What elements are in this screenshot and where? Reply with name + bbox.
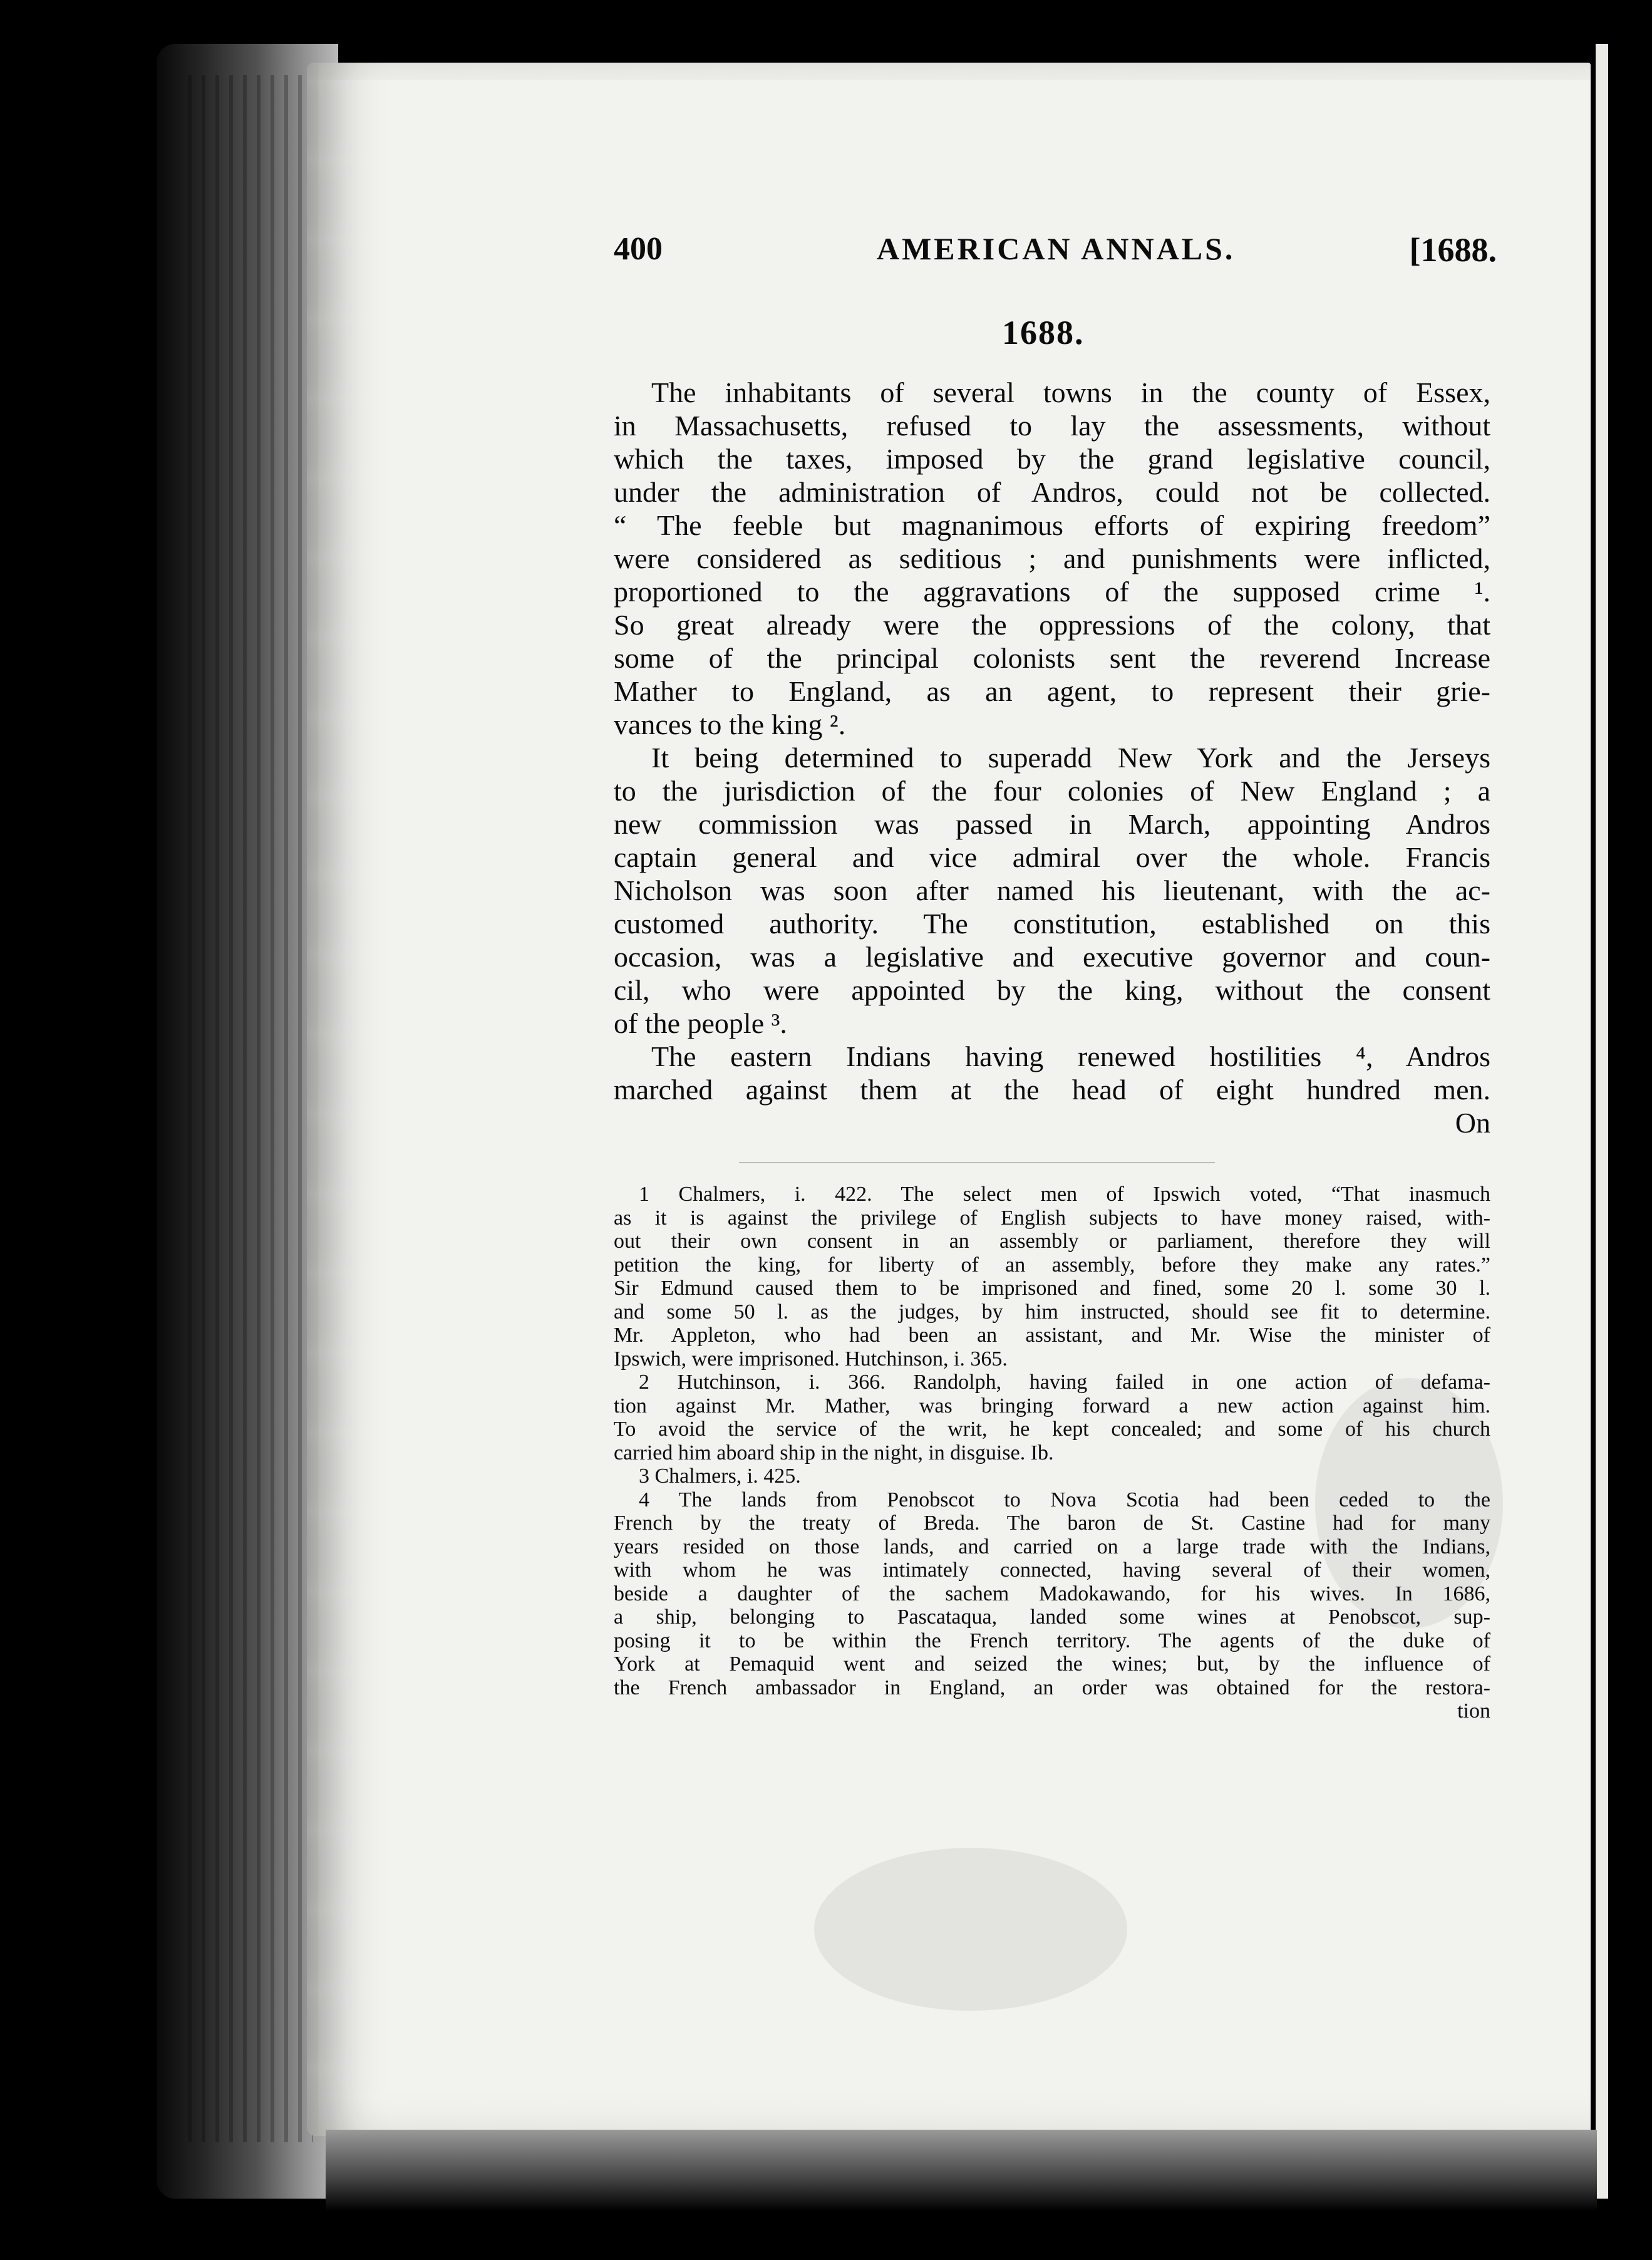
page-bottom-shadow [326, 2130, 1597, 2211]
footnote-line: York at Pemaquid went and seized the wines; but, by the influence of [614, 1652, 1490, 1676]
footnote-line: and some 50 l. as the judges, by him instructed, should see fit to determine. [614, 1300, 1490, 1324]
footnote-line: French by the treaty of Breda. The baron de St. Castine had for many [614, 1511, 1490, 1535]
text-line: customed authority. The constitution, established on this [614, 908, 1490, 940]
text-line: were considered as seditious ; and punishments were inflicted, [614, 542, 1490, 574]
text-line: which the taxes, imposed by the grand legislative council, [614, 443, 1490, 475]
text-line: “ The feeble but magnanimous efforts of expiring freedom” [614, 509, 1490, 541]
text-line: of the people ³. [614, 1007, 787, 1039]
footnote-line: Ipswich, were imprisoned. Hutchinson, i. 365. [614, 1347, 1008, 1371]
catchword: On [1455, 1107, 1490, 1139]
footnote-line: with whom he was intimately connected, having several of their women, [614, 1558, 1490, 1582]
text-line: The eastern Indians having renewed hostilities ⁴, Andros [651, 1040, 1490, 1072]
page-number: 400 [614, 231, 663, 267]
main-text [614, 376, 1490, 1139]
text-line: Nicholson was soon after named his lieutenant, with the ac- [614, 874, 1490, 906]
footnote-line: Mr. Appleton, who had been an assistant, and Mr. Wise the minister of [614, 1324, 1490, 1347]
text-line: to the jurisdiction of the four colonies of New England ; a [614, 775, 1490, 807]
footnote-line: out their own consent in an assembly or parliament, therefore they will [614, 1230, 1490, 1253]
footnote-line: posing it to be within the French territory. The agents of the duke of [614, 1629, 1490, 1652]
footnote-line: a ship, belonging to Pascataqua, landed some wines at Penobscot, sup- [614, 1605, 1490, 1629]
text-line: proportioned to the aggravations of the supposed crime ¹. [614, 576, 1490, 608]
paper-stain [814, 1848, 1127, 2011]
paper-right-edge [1596, 44, 1608, 2199]
text-line: occasion, was a legislative and executive governor and coun- [614, 941, 1490, 973]
running-year: [1688. [1409, 231, 1497, 269]
footnote-line: carried him aboard ship in the night, in disguise. Ib. [614, 1441, 1054, 1464]
text-line: captain general and vice admiral over the whole. Francis [614, 841, 1490, 873]
text-line: It being determined to superadd New York and the Jerseys [651, 742, 1490, 774]
text-line: marched against them at the head of eight hundred men. [614, 1074, 1490, 1106]
text-line: cil, who were appointed by the king, without the consent [614, 974, 1490, 1006]
text-line: new commission was passed in March, appointing Andros [614, 808, 1490, 840]
running-head [614, 231, 1497, 274]
footnote-line: 2 Hutchinson, i. 366. Randolph, having failed in one action of defama- [639, 1371, 1490, 1394]
text-line: vances to the king ². [614, 708, 846, 740]
footnote-catchword: tion [1457, 1699, 1490, 1723]
footnote-rule [739, 1162, 1215, 1163]
footnote-line: Sir Edmund caused them to be imprisoned and fined, some 20 l. some 30 l. [614, 1277, 1490, 1300]
text-line: in Massachusetts, refused to lay the assessments, without [614, 410, 1490, 442]
footnote-line: the French ambassador in England, an order was obtained for the restora- [614, 1676, 1490, 1699]
footnote-line: 1 Chalmers, i. 422. The select men of Ipswich voted, “That inasmuch [639, 1183, 1490, 1206]
footnote-line: 4 The lands from Penobscot to Nova Scotia had been ceded to the [639, 1488, 1490, 1511]
footnote-line: petition the king, for liberty of an assembly, before they make any rates.” [614, 1253, 1490, 1277]
running-title: AMERICAN ANNALS. [877, 231, 1236, 266]
footnote-line: 3 Chalmers, i. 425. [639, 1464, 801, 1488]
footnote-line: To avoid the service of the writ, he kept concealed; and some of his church [614, 1418, 1490, 1441]
footnote-line: tion against Mr. Mather, was bringing forward a new action against him. [614, 1394, 1490, 1418]
footnotes [614, 1183, 1490, 1723]
footnote-line: as it is against the privilege of English subjects to have money raised, with- [614, 1206, 1490, 1230]
text-line: Mather to England, as an agent, to represent their grie- [614, 675, 1490, 707]
text-line: So great already were the oppressions of the colony, that [614, 609, 1490, 641]
binding-texture [188, 75, 313, 2142]
year-heading: 1688. [1002, 314, 1085, 351]
text-line: The inhabitants of several towns in the county of Essex, [651, 376, 1490, 408]
text-line: under the administration of Andros, could not be collected. [614, 476, 1490, 508]
text-line: some of the principal colonists sent the reverend Increase [614, 642, 1490, 674]
footnote-line: beside a daughter of the sachem Madokawando, for his wives. In 1686, [614, 1582, 1490, 1605]
footnote-line: years resided on those lands, and carried on a large trade with the Indians, [614, 1535, 1490, 1558]
scanner-border [1608, 38, 1652, 2205]
